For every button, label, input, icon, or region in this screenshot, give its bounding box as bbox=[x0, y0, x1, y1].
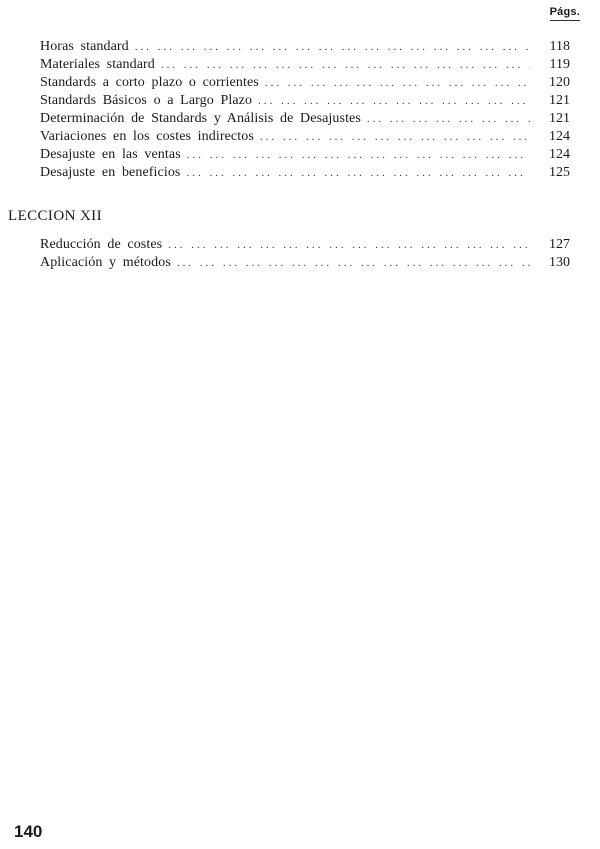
toc-entry bbox=[40, 74, 570, 92]
toc-entry-page: 121 bbox=[549, 111, 570, 126]
lesson-heading: LECCION XII bbox=[8, 208, 102, 224]
dot-leader bbox=[177, 254, 530, 272]
toc-entry-title: Desajuste en las ventas bbox=[40, 147, 181, 162]
toc-list bbox=[40, 38, 570, 182]
dot-leader bbox=[168, 236, 530, 254]
toc-entry bbox=[40, 56, 570, 74]
toc-entry-page: 120 bbox=[549, 75, 570, 90]
toc-entry-title: Desajuste en beneficios bbox=[40, 165, 181, 180]
toc-entry-title: Standards Básicos o a Largo Plazo bbox=[40, 93, 253, 108]
toc-entry-page: 125 bbox=[549, 165, 570, 180]
toc-entry bbox=[40, 92, 570, 110]
toc-entry-title: Variaciones en los costes indirectos bbox=[40, 129, 254, 144]
toc-entry-page: 124 bbox=[549, 129, 570, 144]
dot-leader bbox=[161, 56, 530, 74]
toc-entry bbox=[40, 146, 570, 164]
dot-leader bbox=[260, 128, 530, 146]
dot-leader bbox=[367, 110, 530, 128]
toc-entry-page: 118 bbox=[549, 39, 570, 54]
toc-entry bbox=[40, 128, 570, 146]
toc-entry-page: 130 bbox=[549, 255, 570, 270]
dot-leader bbox=[265, 74, 530, 92]
toc-entry-title: Standards a corto plazo o corrientes bbox=[40, 75, 259, 90]
toc-entry-title: Reducción de costes bbox=[40, 237, 163, 252]
toc-entry-title: Materiales standard bbox=[40, 57, 155, 72]
toc-entry-title: Horas standard bbox=[40, 39, 129, 54]
toc-entry-page: 119 bbox=[549, 57, 570, 72]
dot-leader bbox=[258, 92, 530, 110]
toc-entry-page: 124 bbox=[549, 147, 570, 162]
toc-list bbox=[40, 236, 570, 272]
dot-leader bbox=[186, 164, 530, 182]
toc-entry bbox=[40, 164, 570, 182]
dot-leader bbox=[135, 38, 530, 56]
toc-entry-page: 127 bbox=[549, 237, 570, 252]
page-number: 140 bbox=[14, 822, 43, 841]
toc-entry bbox=[40, 254, 570, 272]
toc-entry bbox=[40, 38, 570, 56]
toc-entry-page: 121 bbox=[549, 93, 570, 108]
toc-entry bbox=[40, 236, 570, 254]
toc-entry bbox=[40, 110, 570, 128]
pages-column-header: Págs. bbox=[550, 6, 580, 21]
dot-leader bbox=[187, 146, 530, 164]
toc-entry-title: Aplicación y métodos bbox=[40, 255, 171, 270]
toc-entry-title: Determinación de Standards y Análisis de Desajustes bbox=[40, 111, 361, 126]
